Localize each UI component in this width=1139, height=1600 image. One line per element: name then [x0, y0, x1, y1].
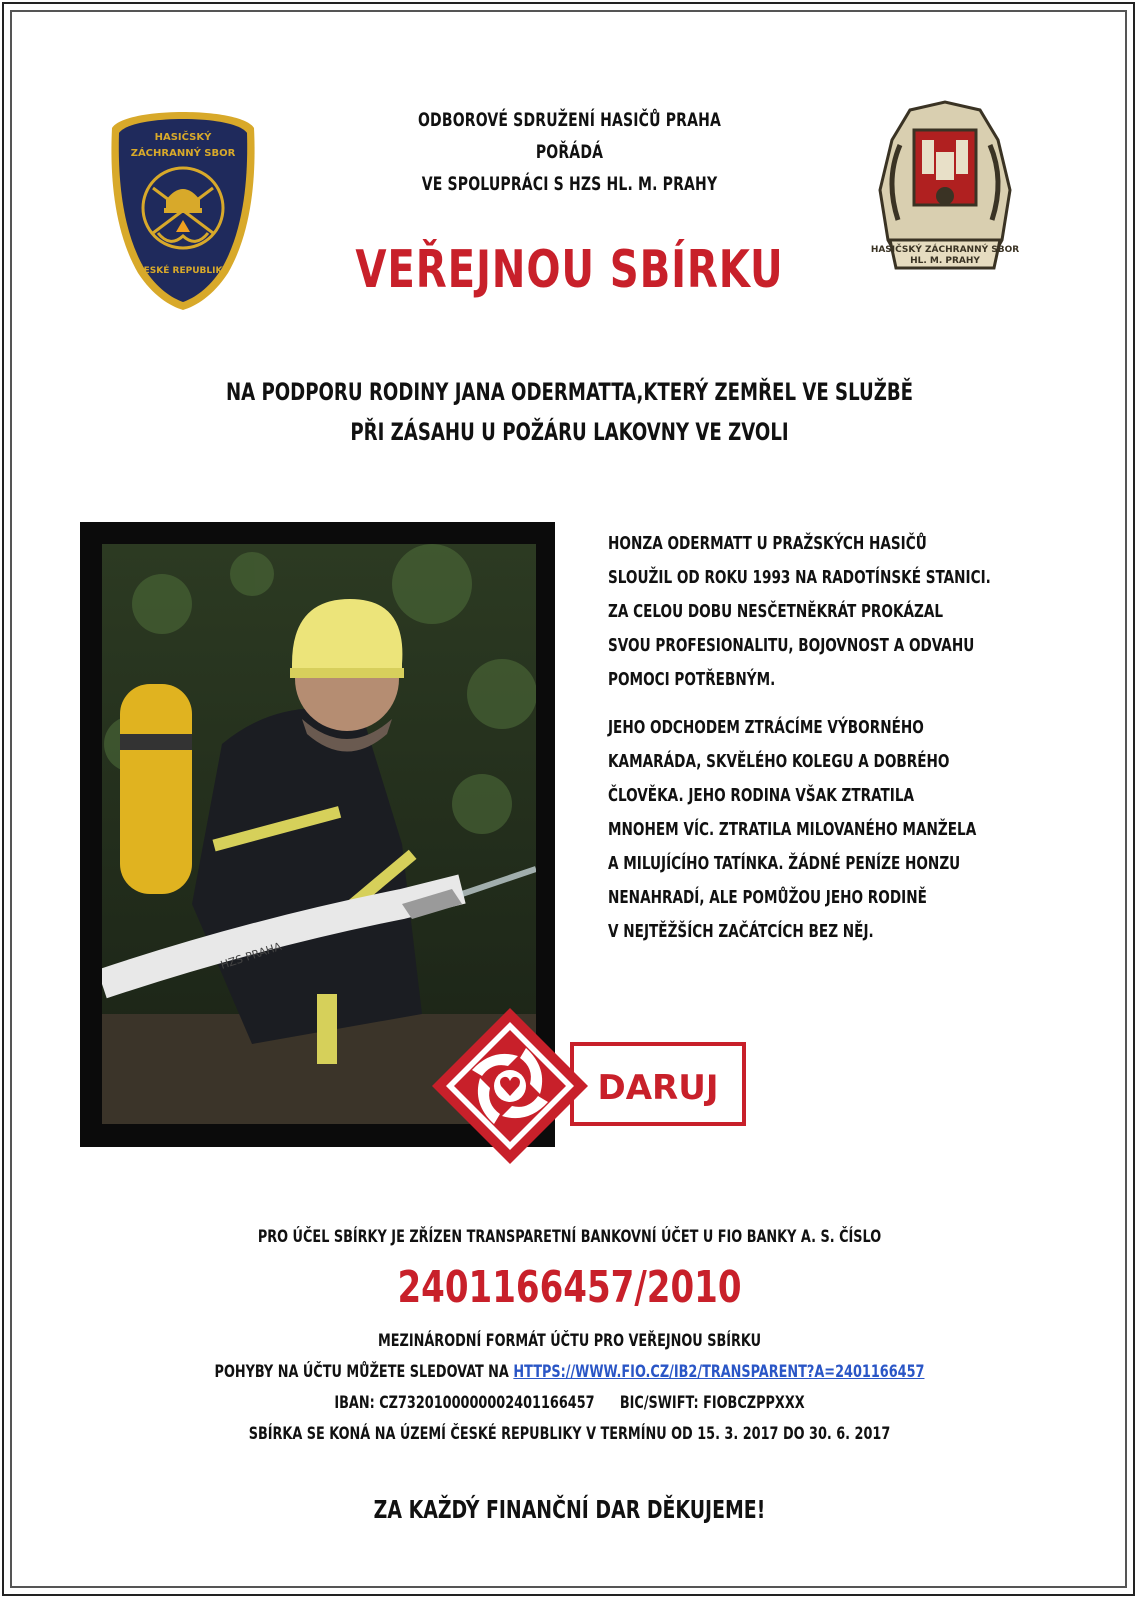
thanks-message: ZA KAŽDÝ FINANČNÍ DAR DĚKUJEME!: [373, 1495, 766, 1524]
left-logo-text-2: ZÁCHRANNÝ SBOR: [130, 148, 236, 159]
organizer-line: VE SPOLUPRÁCI S HZS HL. M. PRAHY: [421, 173, 718, 195]
collection-term: SBÍRKA SE KONÁ NA ÚZEMÍ ČESKÉ REPUBLIKY V TERMÍNU OD 15. 3. 2017 DO 30. 6. 2017: [248, 1424, 891, 1444]
transparent-account-link[interactable]: HTTPS://WWW.FIO.CZ/IB2/TRANSPARENT?A=2401166457: [513, 1362, 925, 1382]
story-paragraph-1: [608, 527, 1003, 697]
page-title: VEŘEJNOU SBÍRKU: [355, 240, 784, 300]
story-line: ČLOVĚKA. JEHO RODINA VŠAK ZTRATILA: [608, 785, 915, 806]
story-line: POMOCI POTŘEBNÝM.: [608, 669, 776, 690]
bic-swift: BIC/SWIFT: FIOBCZPPXXX: [619, 1393, 805, 1413]
bank-intro: PRO ÚČEL SBÍRKY JE ZŘÍZEN TRANSPARETNÍ BANKOVNÍ ÚČET U FIO BANKY A. S. ČÍSLO: [257, 1227, 882, 1247]
organizer-line: ODBOROVÉ SDRUŽENÍ HASIČŮ PRAHA: [417, 109, 722, 131]
organizer-block: [103, 104, 1037, 200]
iban: IBAN: CZ7320100000002401166457: [334, 1393, 595, 1413]
iban-line: [91, 1393, 1048, 1413]
donate-label: DARUJ: [597, 1068, 719, 1108]
story-line: A MILUJÍCÍHO TATÍNKA. ŽÁDNÉ PENÍZE HONZU: [608, 853, 961, 874]
story-line: ZA CELOU DOBU NESČETNĚKRÁT PROKÁZAL: [608, 601, 944, 622]
story-line: SLOUŽIL OD ROKU 1993 NA RADOTÍNSKÉ STANICI.: [608, 567, 991, 588]
story-line: KAMARÁDA, SKVĚLÉHO KOLEGU A DOBRÉHO: [608, 751, 950, 772]
story-text: [608, 527, 1003, 963]
story-paragraph-2: [608, 711, 1003, 949]
right-logo-text-2: HL. M. PRAHY: [910, 256, 980, 266]
story-line: NENAHRADÍ, ALE POMŮŽOU JEHO RODINĚ: [608, 887, 927, 908]
subtitle-line: NA PODPORU RODINY JANA ODERMATTA,KTERÝ ZEMŘEL VE SLUŽBĚ: [225, 378, 914, 406]
story-line: MNOHEM VÍC. ZTRATILA MILOVANÉHO MANŽELA: [608, 819, 977, 840]
subtitle-line: PŘI ZÁSAHU U POŽÁRU LAKOVNY VE ZVOLI: [350, 418, 789, 446]
organizer-line: POŘÁDÁ: [535, 141, 604, 163]
movements-line: [91, 1362, 1048, 1382]
story-line: SVOU PROFESIONALITU, BOJOVNOST A ODVAHU: [608, 635, 975, 656]
left-logo-text-3: ČESKÉ REPUBLIKY: [137, 266, 229, 276]
movements-prefix: POHYBY NA ÚČTU MŮŽETE SLEDOVAT NA: [214, 1362, 509, 1382]
donate-badge[interactable]: [432, 1008, 752, 1168]
left-logo-text-1: HASIČSKÝ: [154, 132, 212, 143]
hose-text: HZS PRAHA: [218, 939, 284, 972]
story-line: HONZA ODERMATT U PRAŽSKÝCH HASIČŮ: [608, 533, 927, 554]
right-logo-text-1: HASIČSKÝ ZÁCHRANNÝ SBOR: [870, 245, 1020, 255]
story-line: JEHO ODCHODEM ZTRÁCÍME VÝBORNÉHO: [608, 717, 924, 738]
account-number: 2401166457/2010: [397, 1262, 742, 1313]
story-line: V NEJTĚŽŠÍCH ZAČÁTCÍCH BEZ NĚJ.: [608, 921, 874, 942]
subtitle: [91, 372, 1048, 452]
intl-format-label: MEZINÁRODNÍ FORMÁT ÚČTU PRO VEŘEJNOU SBÍRKU: [377, 1331, 762, 1351]
